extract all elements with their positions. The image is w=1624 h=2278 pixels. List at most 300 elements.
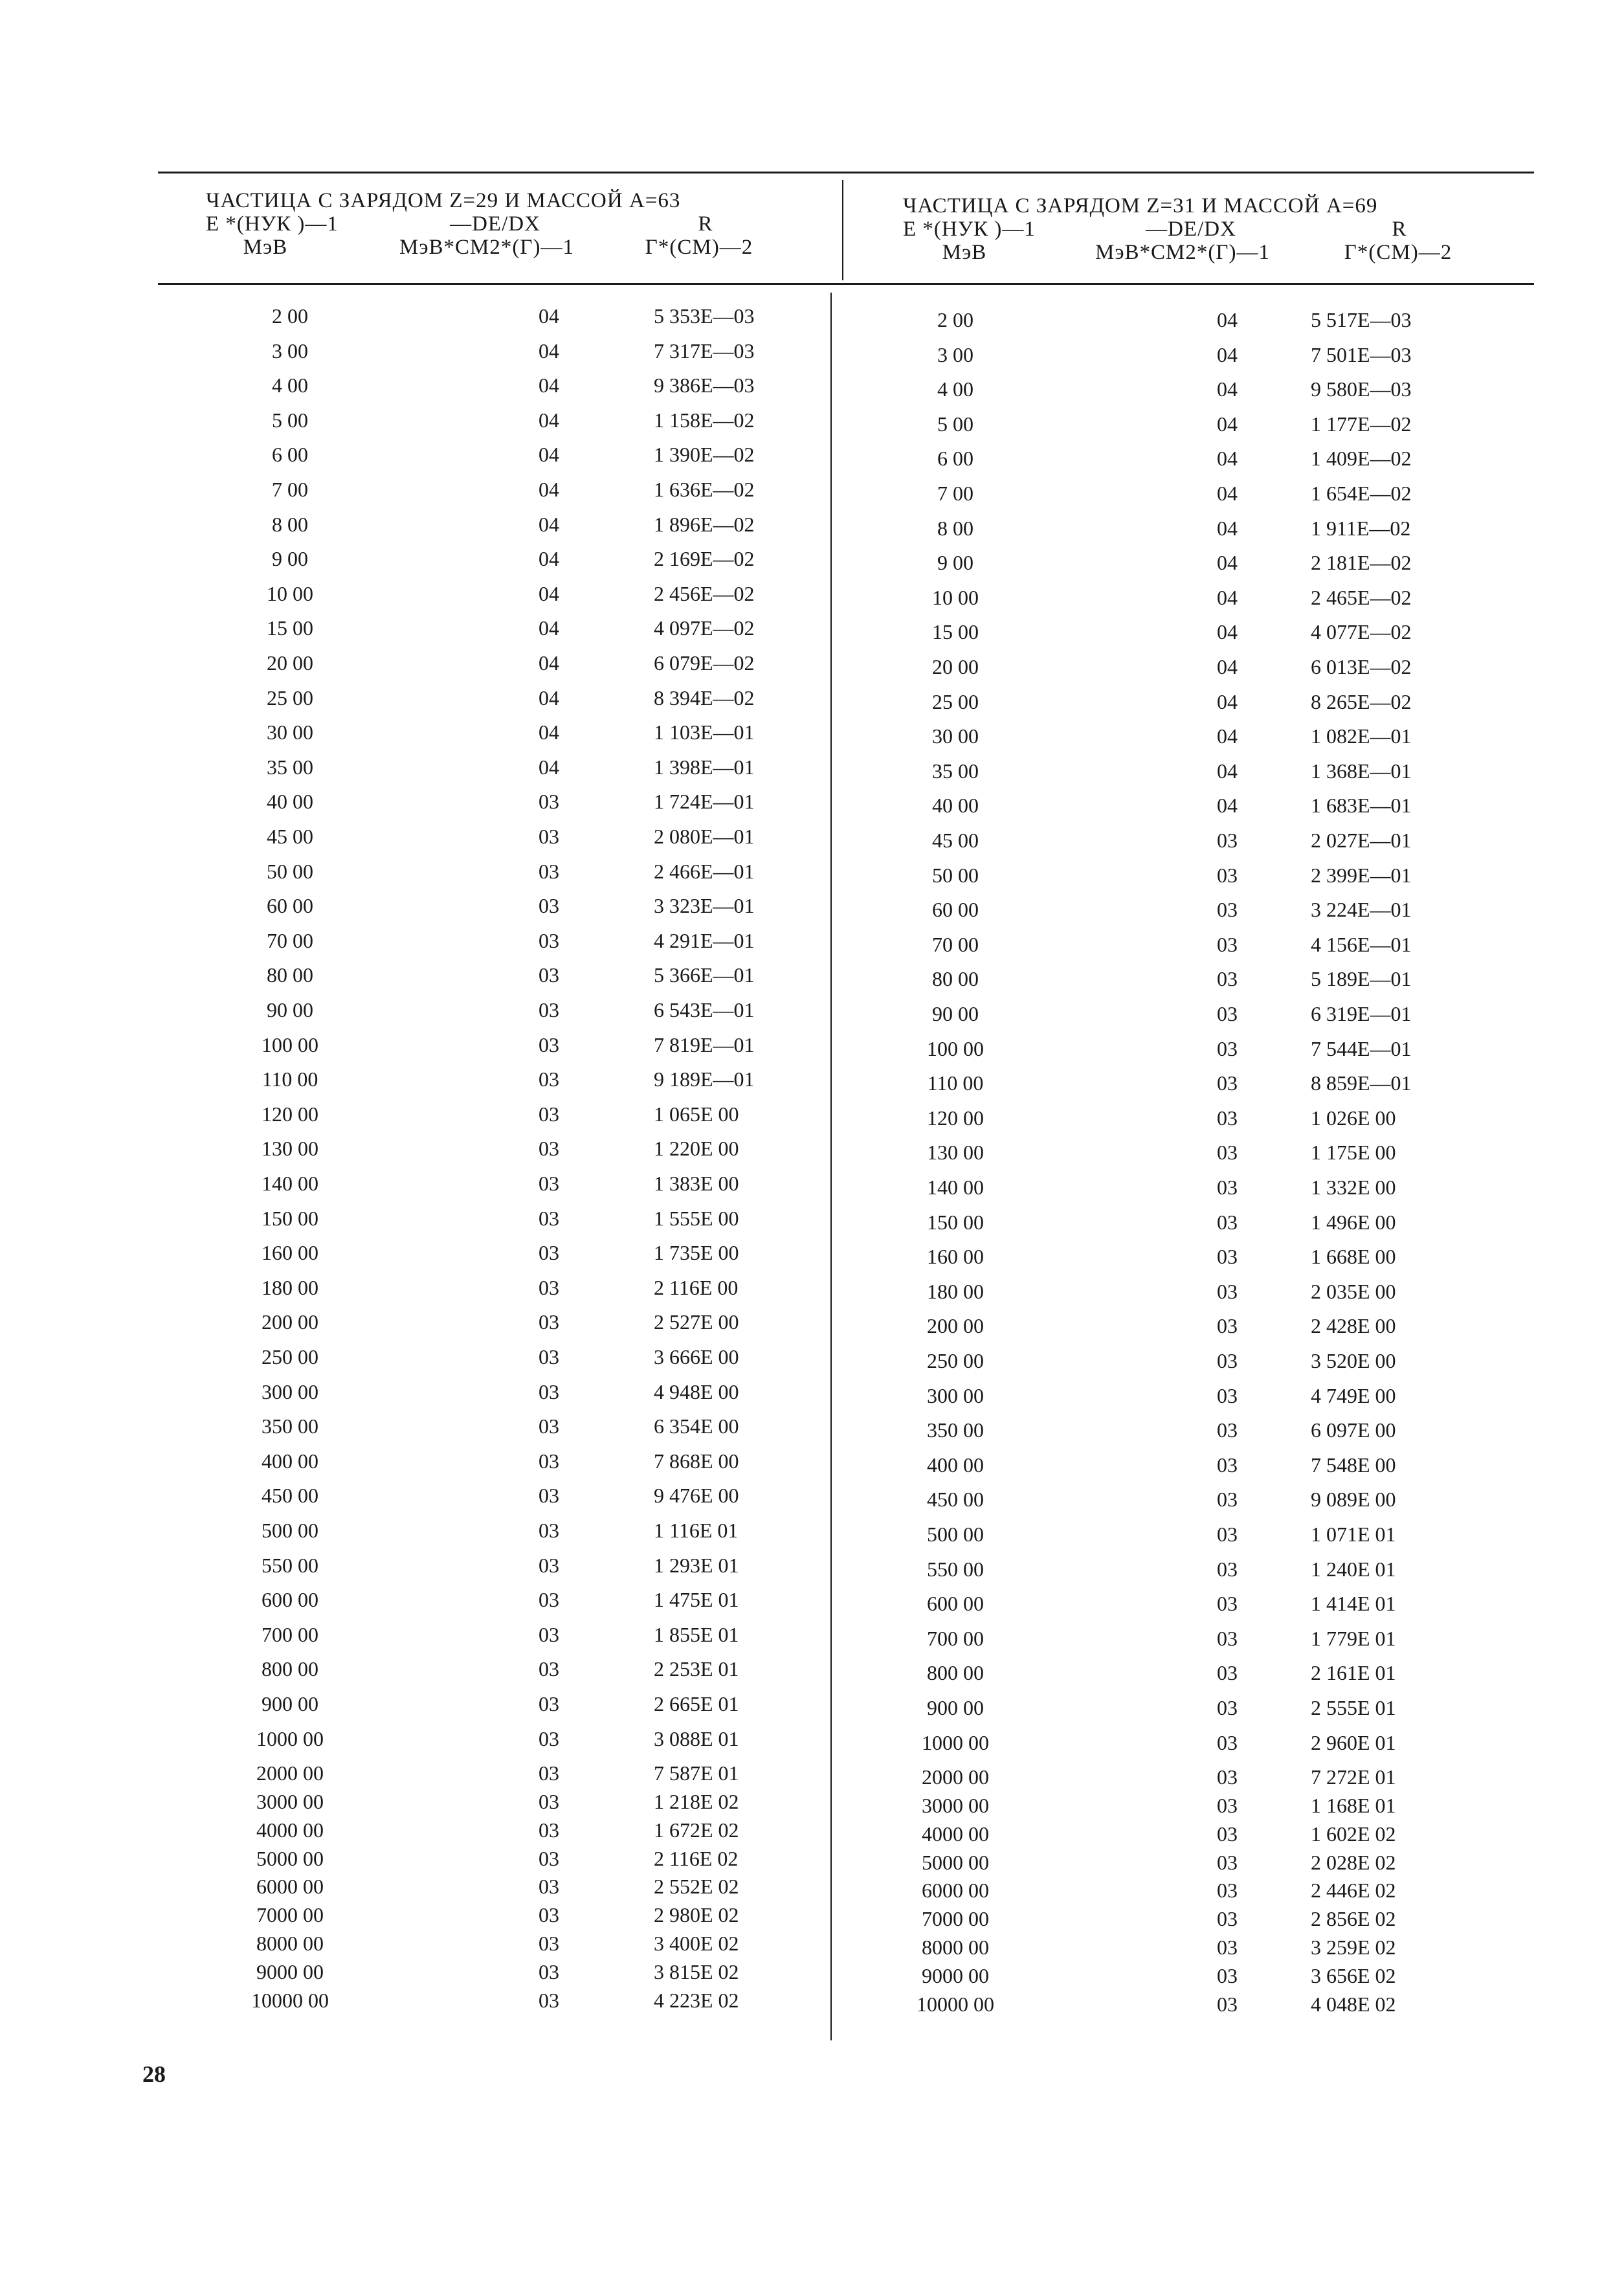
range-cell: 2 980E 02 [654,1903,739,1927]
dedx-exponent-cell: 03 [1217,1418,1238,1442]
energy-cell: 120 00 [261,1102,318,1126]
dedx-exponent-cell: 04 [1217,447,1238,471]
energy-cell: 8 00 [937,516,973,540]
dedx-exponent-cell: 03 [539,894,559,918]
left-col-header-energy: E *(НУК )—1 [206,212,339,236]
header-column-divider [842,180,843,280]
dedx-exponent-cell: 03 [1217,1523,1238,1546]
dedx-exponent-cell: 04 [1217,377,1238,401]
energy-cell: 100 00 [261,1033,318,1056]
range-cell: 7 317E—03 [654,339,755,363]
range-cell: 3 656E 02 [1311,1963,1396,1987]
energy-cell: 6 00 [272,443,308,467]
dedx-exponent-cell: 03 [1217,1661,1238,1685]
energy-cell: 200 00 [261,1310,318,1334]
energy-cell: 550 00 [261,1553,318,1577]
left-col-unit-dedx: МэВ*СМ2*(Г)—1 [399,236,574,259]
dedx-exponent-cell: 03 [539,998,559,1022]
range-cell: 1 383E 00 [654,1172,739,1195]
energy-cell: 9000 00 [256,1960,324,1983]
range-cell: 8 394E—02 [654,686,755,709]
energy-cell: 250 00 [927,1349,984,1372]
energy-cell: 160 00 [927,1245,984,1269]
range-cell: 5 366E—01 [654,963,755,987]
energy-cell: 45 00 [267,825,313,848]
dedx-exponent-cell: 03 [539,1033,559,1056]
range-cell: 2 035E 00 [1311,1279,1396,1303]
range-cell: 2 428E 00 [1311,1314,1396,1338]
dedx-exponent-cell: 03 [539,859,559,883]
range-cell: 6 543E—01 [654,998,755,1022]
top-rule [158,172,1534,173]
range-cell: 1 911E—02 [1311,516,1411,540]
dedx-exponent-cell: 04 [1217,724,1238,748]
dedx-exponent-cell: 04 [539,755,559,779]
range-cell: 1 683E—01 [1311,794,1412,818]
dedx-exponent-cell: 04 [539,581,559,605]
header-rule [158,283,1534,285]
energy-cell: 5 00 [937,412,973,436]
range-cell: 2 181E—02 [1311,551,1412,575]
range-cell: 8 265E—02 [1311,689,1412,713]
dedx-exponent-cell: 03 [539,1988,559,2012]
dedx-exponent-cell: 03 [1217,1106,1238,1130]
energy-cell: 400 00 [927,1453,984,1477]
energy-cell: 10000 00 [917,1992,994,2016]
energy-cell: 800 00 [261,1657,318,1681]
range-cell: 1 177E—02 [1311,412,1412,436]
dedx-exponent-cell: 03 [539,1588,559,1612]
dedx-exponent-cell: 03 [1217,1626,1238,1650]
dedx-exponent-cell: 03 [539,1310,559,1334]
energy-cell: 15 00 [267,616,313,640]
energy-cell: 10000 00 [251,1988,329,2012]
range-cell: 2 960E 01 [1311,1730,1396,1754]
left-table-title: ЧАСТИЦА С ЗАРЯДОМ Z=29 И МАССОЙ A=63 [206,189,681,212]
range-cell: 4 077E—02 [1311,620,1412,644]
range-cell: 1 724E—01 [654,790,755,814]
dedx-exponent-cell: 03 [1217,967,1238,991]
range-cell: 7 272E 01 [1311,1765,1396,1789]
dedx-exponent-cell: 03 [539,1761,559,1785]
range-cell: 1 855E 01 [654,1622,739,1646]
range-cell: 5 517E—03 [1311,308,1412,331]
energy-cell: 50 00 [267,859,313,883]
dedx-exponent-cell: 03 [539,1657,559,1681]
range-cell: 4 048E 02 [1311,1992,1396,2016]
energy-cell: 90 00 [267,998,313,1022]
right-col-header-energy: E *(НУК )—1 [903,218,1036,241]
range-cell: 2 465E—02 [1311,585,1412,609]
energy-cell: 25 00 [932,689,979,713]
dedx-exponent-cell: 03 [539,1414,559,1438]
energy-cell: 80 00 [267,963,313,987]
energy-cell: 110 00 [261,1067,318,1091]
dedx-exponent-cell: 03 [539,1960,559,1983]
range-cell: 2 446E 02 [1311,1879,1396,1903]
energy-cell: 6 00 [937,447,973,471]
dedx-exponent-cell: 03 [539,1449,559,1473]
range-cell: 2 856E 02 [1311,1907,1396,1931]
energy-cell: 30 00 [932,724,979,748]
energy-cell: 20 00 [267,651,313,675]
energy-cell: 150 00 [261,1206,318,1230]
dedx-exponent-cell: 03 [539,1622,559,1646]
range-cell: 1 168E 01 [1311,1794,1396,1817]
energy-cell: 1000 00 [256,1726,324,1750]
dedx-exponent-cell: 03 [1217,932,1238,956]
dedx-exponent-cell: 03 [1217,1245,1238,1269]
energy-cell: 40 00 [932,794,979,818]
dedx-exponent-cell: 03 [539,1206,559,1230]
right-col-header-range: R [1392,218,1407,241]
range-cell: 2 555E 01 [1311,1696,1396,1719]
range-cell: 1 103E—01 [654,720,755,744]
energy-cell: 5000 00 [922,1850,989,1874]
dedx-exponent-cell: 03 [1217,1071,1238,1095]
energy-cell: 250 00 [261,1345,318,1368]
range-cell: 6 013E—02 [1311,655,1412,678]
range-cell: 1 390E—02 [654,443,755,467]
range-cell: 3 666E 00 [654,1345,739,1368]
energy-cell: 7000 00 [922,1907,989,1931]
energy-cell: 50 00 [932,863,979,887]
energy-cell: 450 00 [261,1484,318,1508]
right-table-title: ЧАСТИЦА С ЗАРЯДОМ Z=31 И МАССОЙ A=69 [903,194,1378,218]
range-cell: 1 414E 01 [1311,1592,1396,1616]
energy-cell: 15 00 [932,620,979,644]
range-cell: 7 587E 01 [654,1761,739,1785]
dedx-exponent-cell: 03 [1217,1696,1238,1719]
energy-cell: 8 00 [272,512,308,536]
energy-cell: 600 00 [261,1588,318,1612]
energy-cell: 35 00 [932,759,979,783]
dedx-exponent-cell: 03 [539,1519,559,1542]
range-cell: 4 223E 02 [654,1988,739,2012]
dedx-exponent-cell: 04 [539,512,559,536]
energy-cell: 20 00 [932,655,979,678]
range-cell: 1 779E 01 [1311,1626,1396,1650]
range-cell: 1 496E 00 [1311,1210,1396,1234]
range-cell: 1 332E 00 [1311,1176,1396,1199]
dedx-exponent-cell: 04 [1217,585,1238,609]
dedx-exponent-cell: 04 [539,339,559,363]
range-cell: 4 156E—01 [1311,932,1412,956]
range-cell: 9 476E 00 [654,1484,739,1508]
energy-cell: 400 00 [261,1449,318,1473]
dedx-exponent-cell: 03 [1217,863,1238,887]
range-cell: 4 948E 00 [654,1379,739,1403]
energy-cell: 3000 00 [256,1790,324,1813]
dedx-exponent-cell: 04 [539,304,559,328]
dedx-exponent-cell: 03 [539,1846,559,1870]
energy-cell: 7 00 [272,478,308,501]
range-cell: 4 749E 00 [1311,1383,1396,1407]
dedx-exponent-cell: 03 [539,1241,559,1265]
right-col-unit-energy: МэВ [942,241,987,264]
range-cell: 9 580E—03 [1311,377,1412,401]
page-number: 28 [142,2061,166,2087]
dedx-exponent-cell: 03 [1217,829,1238,852]
energy-cell: 140 00 [927,1176,984,1199]
range-cell: 2 027E—01 [1311,829,1412,852]
range-cell: 1 409E—02 [1311,447,1412,471]
dedx-exponent-cell: 04 [1217,482,1238,505]
energy-cell: 6000 00 [922,1879,989,1903]
energy-cell: 180 00 [927,1279,984,1303]
range-cell: 7 819E—01 [654,1033,755,1056]
range-cell: 6 079E—02 [654,651,755,675]
dedx-exponent-cell: 03 [1217,1936,1238,1959]
dedx-exponent-cell: 03 [539,1903,559,1927]
energy-cell: 7 00 [937,482,973,505]
dedx-exponent-cell: 04 [1217,551,1238,575]
energy-cell: 700 00 [261,1622,318,1646]
dedx-exponent-cell: 03 [1217,1879,1238,1903]
energy-cell: 10 00 [267,581,313,605]
range-cell: 1 735E 00 [654,1241,739,1265]
energy-cell: 3 00 [272,339,308,363]
range-cell: 2 665E 01 [654,1692,739,1715]
dedx-exponent-cell: 03 [539,790,559,814]
dedx-exponent-cell: 03 [539,1692,559,1715]
range-cell: 8 859E—01 [1311,1071,1412,1095]
range-cell: 6 354E 00 [654,1414,739,1438]
range-cell: 2 169E—02 [654,547,755,571]
dedx-exponent-cell: 03 [539,1790,559,1813]
energy-cell: 450 00 [927,1488,984,1512]
range-cell: 1 071E 01 [1311,1523,1396,1546]
dedx-exponent-cell: 03 [1217,1141,1238,1165]
energy-cell: 8000 00 [922,1936,989,1959]
range-cell: 1 026E 00 [1311,1106,1396,1130]
range-cell: 3 323E—01 [654,894,755,918]
energy-cell: 4 00 [937,377,973,401]
dedx-exponent-cell: 03 [1217,898,1238,922]
dedx-exponent-cell: 03 [1217,1002,1238,1025]
range-cell: 1 654E—02 [1311,482,1412,505]
dedx-exponent-cell: 03 [539,1172,559,1195]
range-cell: 2 466E—01 [654,859,755,883]
range-cell: 3 400E 02 [654,1932,739,1955]
dedx-exponent-cell: 03 [1217,1383,1238,1407]
energy-cell: 160 00 [261,1241,318,1265]
energy-cell: 2 00 [272,304,308,328]
energy-cell: 550 00 [927,1557,984,1581]
dedx-exponent-cell: 04 [1217,620,1238,644]
dedx-exponent-cell: 03 [539,1067,559,1091]
energy-cell: 700 00 [927,1626,984,1650]
range-cell: 3 259E 02 [1311,1936,1396,1959]
range-cell: 6 097E 00 [1311,1418,1396,1442]
dedx-exponent-cell: 03 [539,1553,559,1577]
energy-cell: 2 00 [937,308,973,331]
range-cell: 1 065E 00 [654,1102,739,1126]
range-cell: 2 080E—01 [654,825,755,848]
dedx-exponent-cell: 04 [539,374,559,397]
energy-cell: 45 00 [932,829,979,852]
dedx-exponent-cell: 03 [539,1345,559,1368]
range-cell: 2 161E 01 [1311,1661,1396,1685]
range-cell: 5 189E—01 [1311,967,1412,991]
dedx-exponent-cell: 03 [1217,1592,1238,1616]
range-cell: 2 253E 01 [654,1657,739,1681]
energy-cell: 150 00 [927,1210,984,1234]
dedx-exponent-cell: 03 [1217,1907,1238,1931]
dedx-exponent-cell: 03 [1217,1176,1238,1199]
energy-cell: 9 00 [272,547,308,571]
range-cell: 7 868E 00 [654,1449,739,1473]
range-cell: 2 116E 00 [654,1275,739,1299]
right-col-unit-range: Г*(СМ)—2 [1344,241,1452,264]
dedx-exponent-cell: 03 [1217,1557,1238,1581]
dedx-exponent-cell: 04 [539,478,559,501]
dedx-exponent-cell: 03 [539,963,559,987]
range-cell: 4 291E—01 [654,928,755,952]
energy-cell: 180 00 [261,1275,318,1299]
dedx-exponent-cell: 03 [539,1379,559,1403]
dedx-exponent-cell: 04 [539,720,559,744]
range-cell: 1 668E 00 [1311,1245,1396,1269]
range-cell: 1 240E 01 [1311,1557,1396,1581]
dedx-exponent-cell: 04 [539,616,559,640]
energy-cell: 600 00 [927,1592,984,1616]
energy-cell: 30 00 [267,720,313,744]
range-cell: 3 520E 00 [1311,1349,1396,1372]
range-cell: 2 028E 02 [1311,1850,1396,1874]
energy-cell: 350 00 [261,1414,318,1438]
dedx-exponent-cell: 04 [539,547,559,571]
range-cell: 3 815E 02 [654,1960,739,1983]
energy-cell: 900 00 [261,1692,318,1715]
dedx-exponent-cell: 04 [1217,412,1238,436]
range-cell: 6 319E—01 [1311,1002,1412,1025]
range-cell: 1 220E 00 [654,1137,739,1161]
range-cell: 5 353E—03 [654,304,755,328]
range-cell: 1 555E 00 [654,1206,739,1230]
energy-cell: 1000 00 [922,1730,989,1754]
range-cell: 1 175E 00 [1311,1141,1396,1165]
range-cell: 1 082E—01 [1311,724,1412,748]
energy-cell: 140 00 [261,1172,318,1195]
dedx-exponent-cell: 03 [1217,1279,1238,1303]
range-cell: 1 636E—02 [654,478,755,501]
energy-cell: 4000 00 [922,1822,989,1846]
dedx-exponent-cell: 03 [1217,1850,1238,1874]
dedx-exponent-cell: 03 [1217,1992,1238,2016]
range-cell: 1 368E—01 [1311,759,1412,783]
dedx-exponent-cell: 03 [1217,1822,1238,1846]
energy-cell: 3 00 [937,342,973,366]
energy-cell: 6000 00 [256,1875,324,1899]
left-col-header-dedx: —DE/DX [450,212,540,236]
left-col-unit-energy: МэВ [243,236,288,259]
dedx-exponent-cell: 04 [539,686,559,709]
energy-cell: 4000 00 [256,1818,324,1842]
range-cell: 3 088E 01 [654,1726,739,1750]
energy-cell: 8000 00 [256,1932,324,1955]
range-cell: 2 552E 02 [654,1875,739,1899]
range-cell: 1 475E 01 [654,1588,739,1612]
energy-cell: 80 00 [932,967,979,991]
range-cell: 7 501E—03 [1311,342,1412,366]
energy-cell: 120 00 [927,1106,984,1130]
range-cell: 1 602E 02 [1311,1822,1396,1846]
dedx-exponent-cell: 03 [539,1484,559,1508]
energy-cell: 200 00 [927,1314,984,1338]
dedx-exponent-cell: 04 [539,408,559,432]
dedx-exponent-cell: 04 [1217,516,1238,540]
range-cell: 1 398E—01 [654,755,755,779]
energy-cell: 70 00 [932,932,979,956]
energy-cell: 900 00 [927,1696,984,1719]
dedx-exponent-cell: 03 [1217,1314,1238,1338]
dedx-exponent-cell: 03 [539,1818,559,1842]
range-cell: 1 116E 01 [654,1519,739,1542]
energy-cell: 9000 00 [922,1963,989,1987]
dedx-exponent-cell: 03 [1217,1036,1238,1060]
energy-cell: 90 00 [932,1002,979,1025]
left-col-unit-range: Г*(СМ)—2 [645,236,753,259]
dedx-exponent-cell: 03 [1217,1349,1238,1372]
energy-cell: 5 00 [272,408,308,432]
left-col-header-range: R [698,212,713,236]
dedx-exponent-cell: 03 [539,1726,559,1750]
dedx-exponent-cell: 03 [1217,1210,1238,1234]
dedx-exponent-cell: 04 [539,443,559,467]
range-cell: 2 116E 02 [654,1846,739,1870]
range-cell: 1 293E 01 [654,1553,739,1577]
dedx-exponent-cell: 03 [1217,1963,1238,1987]
energy-cell: 7000 00 [256,1903,324,1927]
energy-cell: 9 00 [937,551,973,575]
energy-cell: 110 00 [927,1071,984,1095]
dedx-exponent-cell: 03 [1217,1453,1238,1477]
dedx-exponent-cell: 04 [1217,689,1238,713]
dedx-exponent-cell: 03 [539,1137,559,1161]
energy-cell: 4 00 [272,374,308,397]
dedx-exponent-cell: 03 [1217,1794,1238,1817]
dedx-exponent-cell: 03 [539,1275,559,1299]
range-cell: 7 548E 00 [1311,1453,1396,1477]
energy-cell: 130 00 [927,1141,984,1165]
energy-cell: 350 00 [927,1418,984,1442]
range-cell: 2 527E 00 [654,1310,739,1334]
energy-cell: 130 00 [261,1137,318,1161]
range-cell: 9 089E 00 [1311,1488,1396,1512]
right-col-header-dedx: —DE/DX [1146,218,1236,241]
range-cell: 1 896E—02 [654,512,755,536]
energy-cell: 300 00 [927,1383,984,1407]
energy-cell: 2000 00 [256,1761,324,1785]
right-col-unit-dedx: МэВ*СМ2*(Г)—1 [1095,241,1270,264]
dedx-exponent-cell: 03 [539,1932,559,1955]
range-cell: 9 189E—01 [654,1067,755,1091]
dedx-exponent-cell: 03 [1217,1488,1238,1512]
range-cell: 1 672E 02 [654,1818,739,1842]
energy-cell: 35 00 [267,755,313,779]
energy-cell: 500 00 [261,1519,318,1542]
range-cell: 3 224E—01 [1311,898,1412,922]
energy-cell: 60 00 [267,894,313,918]
range-cell: 9 386E—03 [654,374,755,397]
body-column-divider [830,293,832,2040]
dedx-exponent-cell: 04 [539,651,559,675]
dedx-exponent-cell: 04 [1217,759,1238,783]
dedx-exponent-cell: 03 [539,1875,559,1899]
energy-cell: 5000 00 [256,1846,324,1870]
energy-cell: 800 00 [927,1661,984,1685]
